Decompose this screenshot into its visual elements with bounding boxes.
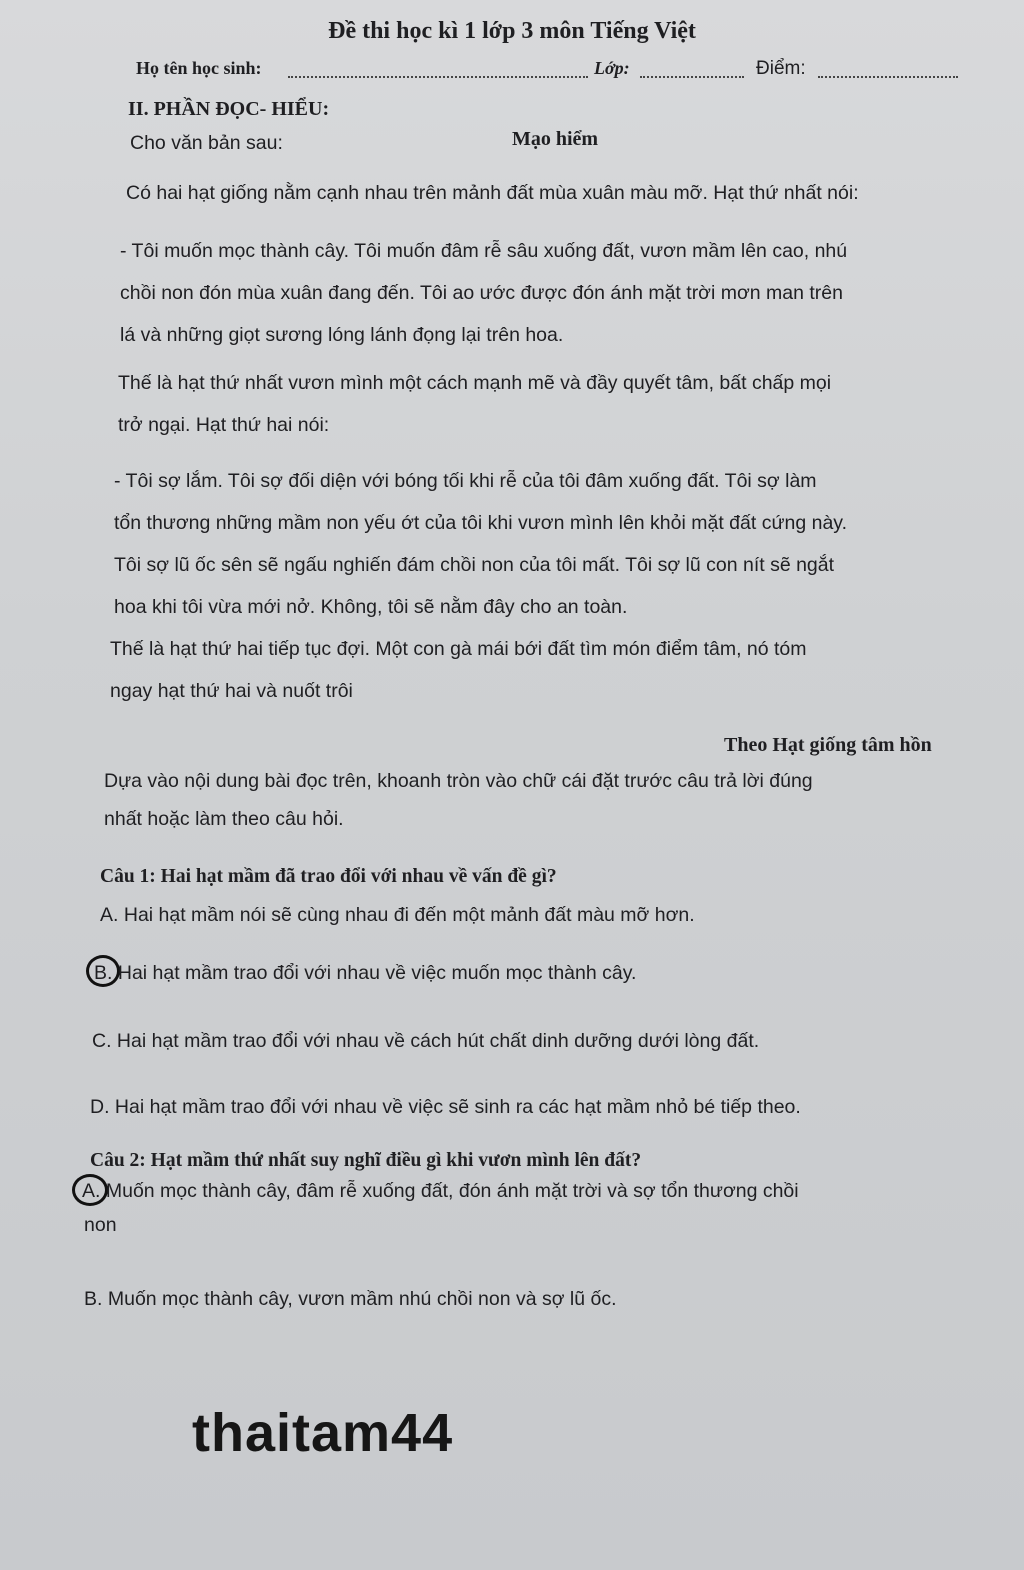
story-paragraph-4 [114,460,994,628]
watermark-text: thaitam44 [192,1403,454,1463]
option-letter: A. [100,904,119,926]
option-letter: B. [84,1288,103,1310]
score-field[interactable] [818,62,958,78]
text-line: Dựa vào nội dung bài đọc trên, khoanh tròn vào chữ cái đặt trước câu trả lời đúng [104,770,813,792]
text-line: - Tôi sợ lắm. Tôi sợ đối diện với bóng tối khi rễ của tôi đâm xuống đất. Tôi sợ làm [114,470,817,492]
text-line: trở ngại. Hạt thứ hai nói: [118,414,330,436]
text-line: - Tôi muốn mọc thành cây. Tôi muốn đâm rễ sâu xuống đất, vươn mầm lên cao, nhú [120,240,848,262]
option-text: Muốn mọc thành cây, đâm rễ xuống đất, đón ánh mặt trời và sợ tổn thương chồi [105,1180,799,1202]
question-2-label: Câu 2: Hạt mầm thứ nhất suy nghĩ điều gì khi vươn mình lên đất? [90,1150,642,1171]
question-1-label: Câu 1: Hai hạt mầm đã trao đổi với nhau về vấn đề gì? [100,866,557,887]
story-paragraph-1 [126,172,1006,214]
text-line: Thế là hạt thứ hai tiếp tục đợi. Một con gà mái bới đất tìm món điểm tâm, nó tóm [110,638,807,660]
exam-title: Đề thi học kì 1 lớp 3 môn Tiếng Việt [328,18,696,44]
score-label: Điểm: [756,58,806,79]
story-paragraph-3 [118,362,998,446]
text-line: lá và những giọt sương lóng lánh đọng lại trên hoa. [120,324,564,346]
story-paragraph-2 [120,230,1000,356]
student-name-field[interactable] [288,62,588,78]
text-line: Tôi sợ lũ ốc sên sẽ ngấu nghiến đám chồi non của tôi mất. Tôi sợ lũ con nít sẽ ngắt [114,554,835,576]
option-letter: C. [92,1030,112,1052]
class-label: Lớp: [594,58,630,78]
text-line: ngay hạt thứ hai và nuốt trôi [110,680,353,702]
text-line: hoa khi tôi vừa mới nở. Không, tôi sẽ nằm đây cho an toàn. [114,596,628,618]
question-1-option-c[interactable] [92,1030,759,1053]
option-text: Hai hạt mầm trao đổi với nhau về việc sẽ sinh ra các hạt mầm nhỏ bé tiếp theo. [114,1096,801,1118]
section-heading: II. PHẦN ĐỌC- HIỂU: [128,98,330,120]
option-letter: D. [90,1096,110,1118]
story-source: Theo Hạt giống tâm hồn [724,734,932,756]
question-2-option-b[interactable] [84,1288,617,1311]
option-text: Hai hạt mầm trao đổi với nhau về việc muốn mọc thành cây. [117,962,637,984]
text-line: Thế là hạt thứ nhất vươn mình một cách mạnh mẽ và đầy quyết tâm, bất chấp mọi [118,372,832,394]
class-field[interactable] [640,62,744,78]
option-text: Muốn mọc thành cây, vươn mầm nhú chồi non và sợ lũ ốc. [107,1288,617,1310]
text-line: Có hai hạt giống nằm cạnh nhau trên mảnh đất mùa xuân màu mỡ. Hạt thứ nhất nói: [126,182,859,204]
instructions [104,762,984,838]
option-letter: B. [94,962,113,984]
story-paragraph-5 [110,628,990,712]
question-1-option-a[interactable] [100,904,695,927]
text-line: chồi non đón mùa xuân đang đến. Tôi ao ước được đón ánh mặt trời mơn man trên [120,282,843,304]
student-name-label: Họ tên học sinh: [136,58,262,78]
option-text: Hai hạt mầm trao đổi với nhau về cách hút chất dinh dưỡng dưới lòng đất. [116,1030,760,1052]
question-1-option-d[interactable] [90,1096,801,1119]
text-line: tổn thương những mầm non yếu ớt của tôi khi vươn mình lên khỏi mặt đất cứng này. [114,512,848,534]
story-title: Mạo hiểm [512,128,599,150]
intro-text: Cho văn bản sau: [130,132,283,154]
question-1-option-b[interactable] [94,962,636,985]
question-2-option-a-continued: non [84,1214,117,1236]
text-line: nhất hoặc làm theo câu hỏi. [104,808,344,830]
option-text: Hai hạt mầm nói sẽ cùng nhau đi đến một mảnh đất màu mỡ hơn. [123,904,695,926]
option-letter: A. [82,1180,101,1202]
question-2-option-a[interactable] [82,1180,799,1203]
